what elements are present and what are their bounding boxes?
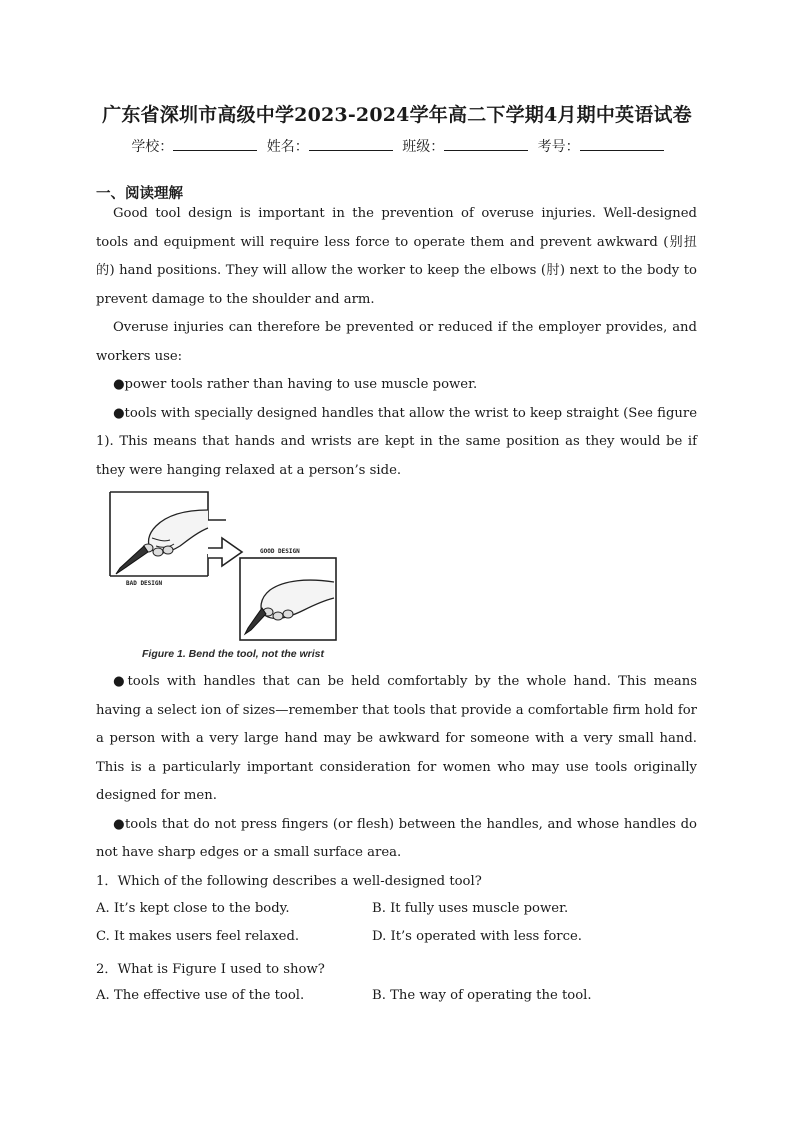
figure-1 [108, 488, 340, 666]
student-info-line [0, 136, 794, 156]
option-a[interactable]: A. It’s kept close to the body. [96, 901, 290, 916]
bullet-item: ●tools with specially designed handles that allow the wrist to keep straight (See figure 1). This means that hands and wrists are kept in the same position as they would be if they were hanging relaxed at a person’s side. [96, 405, 697, 478]
question-stem: 2．What is Figure I used to show? [96, 962, 325, 977]
passage-part-2 [96, 668, 697, 868]
option-c[interactable]: C. It makes users feel relaxed. [96, 929, 300, 944]
figure-caption: Figure 1. Bend the tool, not the wrist [142, 648, 325, 660]
name-blank[interactable] [309, 138, 393, 151]
bad-design-panel [110, 492, 226, 576]
class-blank[interactable] [444, 138, 528, 151]
passage-part-1 [96, 200, 697, 485]
option-b[interactable]: B. It fully uses muscle power. [372, 901, 569, 916]
option-a[interactable]: A. The effective use of the tool. [96, 988, 305, 1003]
bad-design-label: BAD DESIGN [126, 580, 163, 587]
option-d[interactable]: D. It’s operated with less force. [372, 929, 582, 944]
exam-number-blank[interactable] [580, 138, 664, 151]
figure-1-illustration [108, 488, 340, 650]
class-label: 班级： [402, 139, 445, 155]
exam-title: 广东省深圳市高级中学2023-2024学年高二下学期4月期中英语试卷 [102, 104, 692, 126]
bullet-item: ●tools that do not press fingers (or flesh) between the handles, and whose handles do not have sharp edges or a small surface area. [96, 816, 697, 860]
section-heading: 一、阅读理解 [96, 185, 183, 202]
passage-paragraph: Good tool design is important in the prevention of overuse injuries. Well-designed tools and equipment will require less force to operate them and prevent awkward (别扭的) hand positions. They will allow the worker to keep the elbows (肘) next to the body to prevent damage to the shoulder and arm. [96, 206, 697, 307]
question-stem: 1．Which of the following describes a well-designed tool? [96, 874, 482, 889]
exam-number-label: 考号： [537, 139, 580, 155]
bullet-item: ●tools with handles that can be held comfortably by the whole hand. This means having a select ion of sizes—remember that tools that provide a comfortable firm hold for a person with a very large hand may be awkward for someone with a very small hand. This is a particularly important consideration for women who may use tools originally designed for men. [96, 674, 697, 803]
name-label: 姓名： [266, 139, 309, 155]
good-design-panel [240, 558, 336, 640]
good-design-label: GOOD DESIGN [260, 548, 300, 555]
school-blank[interactable] [173, 138, 257, 151]
bullet-item: ●power tools rather than having to use muscle power. [113, 377, 478, 392]
option-b[interactable]: B. The way of operating the tool. [372, 988, 592, 1003]
passage-paragraph: Overuse injuries can therefore be prevented or reduced if the employer provides, and workers use: [96, 320, 697, 364]
school-label: 学校： [131, 139, 174, 155]
